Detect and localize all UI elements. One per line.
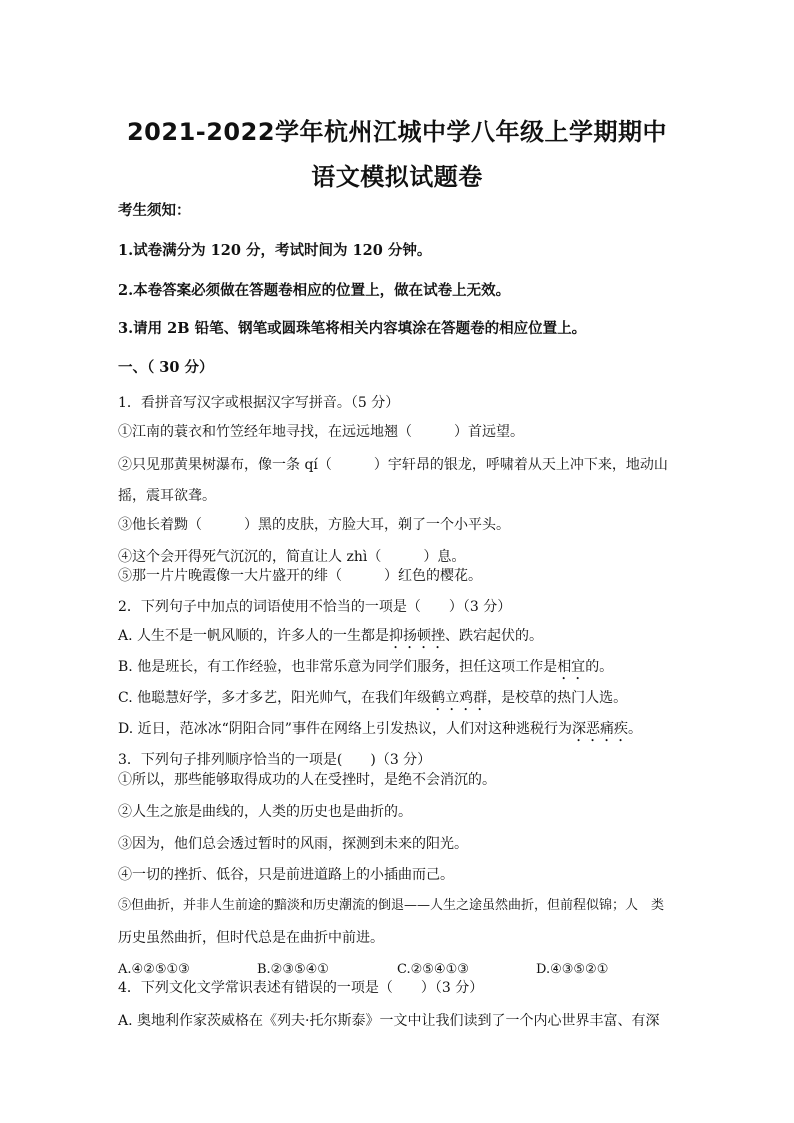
q3-option-b: B.②③⑤④①	[257, 962, 329, 977]
q1-stem: 1．看拼音写汉字或根据汉字写拼音。（5 分）	[118, 395, 400, 411]
q2-option-d: D. 近日，范冰冰“阴阳合同”事件在网络上引发热议，人们对这种逃税行为深恶痛疾。	[118, 721, 642, 737]
exam-title-line1: 2021-2022学年杭州江城中学八年级上学期期中	[126, 118, 668, 146]
q3-option-d: D.④③⑤②①	[536, 962, 609, 977]
q2-stem: 2．下列句子中加点的词语使用不恰当的一项是（ ）（3 分）	[118, 599, 512, 615]
q3-sentence-1: ①所以，那些能够取得成功的人在受挫时，是绝不会消沉的。	[118, 772, 496, 788]
q4-option-a: A. 奥地利作家茨威格在《列夫·托尔斯泰》一文中让我们读到了一个内心世界丰富、有深	[118, 1013, 660, 1029]
q4-stem: 4．下列文化文学常识表述有错误的一项是（ ）（3 分）	[118, 980, 484, 996]
notice-item-1: 1.试卷满分为 120 分，考试时间为 120 分钟。	[118, 242, 432, 259]
q1-item-3: ③他长着黝（ ）黑的皮肤，方脸大耳，剃了一个小平头。	[118, 517, 510, 533]
q3-option-a: A.④②⑤①③	[118, 962, 190, 977]
section-1-heading: 一、（ 30 分）	[118, 359, 214, 376]
notice-item-3: 3.请用 2B 铅笔、钢笔或圆珠笔将相关内容填涂在答题卷的相应位置上。	[118, 320, 587, 337]
q3-sentence-2: ②人生之旅是曲线的，人类的历史也是曲折的。	[118, 804, 412, 820]
q3-stem: 3．下列句子排列顺序恰当的一项是( )（3 分）	[118, 752, 432, 768]
q1-item-4: ④这个会开得死气沉沉的，简直让人 zhì（ ）息。	[118, 549, 466, 565]
q1-item-5: ⑤那一片片晚霞像一大片盛开的绯（ ）红色的樱花。	[118, 568, 482, 584]
q3-sentence-5: ⑤但曲折，并非人生前途的黯淡和历史潮流的倒退——人生之途虽然曲折，但前程似锦；人 类	[118, 898, 665, 913]
q3-sentence-5-cont: 历史虽然曲折，但时代总是在曲折中前进。	[118, 930, 384, 946]
notice-item-2: 2.本卷答案必须做在答题卷相应的位置上，做在试卷上无效。	[118, 282, 511, 299]
q2-option-b: B. 他是班长，有工作经验，也非常乐意为同学们服务，担任这项工作是相宜的。	[118, 659, 614, 675]
q3-sentence-4: ④一切的挫折、低谷，只是前进道路上的小插曲而己。	[118, 867, 454, 883]
q3-option-c: C.②⑤④①③	[397, 962, 469, 977]
q1-item-1: ①江南的蓑衣和竹笠经年地寻找，在远远地翘（ ）首远望。	[118, 424, 524, 440]
notice-heading: 考生须知：	[118, 202, 191, 219]
q1-item-2: ②只见那黄果树瀑布，像一条 qí（ ）宇轩昂的银龙，呼啸着从天上冲下来，地动山	[118, 457, 668, 473]
q2-option-a: A. 人生不是一帆风顺的，许多人的一生都是抑扬顿挫、跌宕起伏的。	[118, 628, 544, 644]
q3-sentence-3: ③因为，他们总会透过暂时的风雨，探测到未来的阳光。	[118, 836, 468, 852]
q1-item-2-cont: 摇，震耳欲聋。	[118, 488, 216, 504]
q2-option-c: C. 他聪慧好学，多才多艺，阳光帅气，在我们年级鹤立鸡群，是校草的热门人选。	[118, 690, 628, 706]
exam-title-line2: 语文模拟试题卷	[311, 163, 483, 191]
